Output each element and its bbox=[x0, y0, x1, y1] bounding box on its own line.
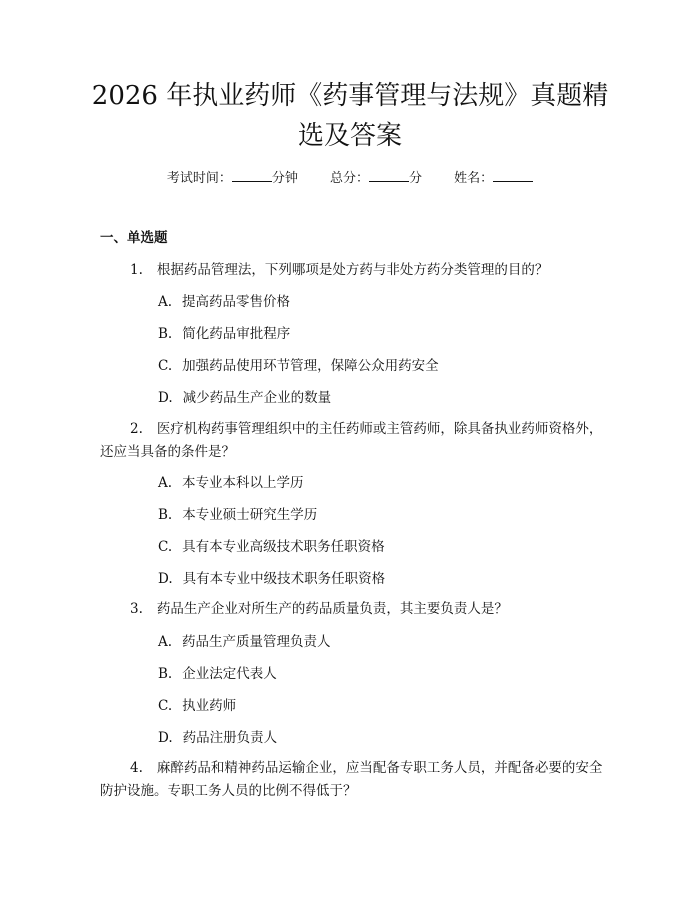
question-text: 麻醉药品和精神药品运输企业，应当配备专职工务人员，并配备必要的安全防护设施。专职工务人员的比例不得低于？ bbox=[100, 760, 603, 799]
question-2 bbox=[100, 418, 605, 464]
question-text: 医疗机构药事管理组织中的主任药师或主管药师，除具备执业药师资格外，还应当具备的条件是？ bbox=[100, 421, 603, 460]
name-label: 姓名： bbox=[454, 171, 494, 186]
question-3-option-c bbox=[158, 696, 236, 716]
question-1-option-a bbox=[158, 292, 290, 312]
question-2-option-a bbox=[158, 473, 304, 493]
title-line-1: 2026 年执业药师《药事管理与法规》真题精 bbox=[91, 81, 609, 111]
option-letter: C. bbox=[158, 698, 173, 714]
exam-time-blank bbox=[232, 169, 272, 182]
question-number: 4. bbox=[130, 760, 143, 776]
question-1-option-c bbox=[158, 356, 439, 376]
question-text: 根据药品管理法，下列哪项是处方药与非处方药分类管理的目的？ bbox=[156, 262, 549, 278]
exam-time-label: 考试时间： bbox=[166, 171, 232, 186]
question-4 bbox=[100, 757, 605, 803]
option-letter: C. bbox=[158, 358, 173, 374]
question-3 bbox=[100, 598, 605, 621]
name-blank bbox=[493, 169, 533, 182]
option-text: 加强药品使用环节管理，保障公众用药安全 bbox=[182, 358, 439, 374]
title-line-2: 选及答案 bbox=[297, 121, 402, 151]
option-letter: A. bbox=[158, 475, 173, 491]
question-text: 药品生产企业对所生产的药品质量负责，其主要负责人是？ bbox=[156, 601, 508, 617]
section-title: 一、单选题 bbox=[100, 230, 168, 246]
option-text: 本专业硕士研究生学历 bbox=[182, 507, 318, 523]
option-letter: A. bbox=[158, 634, 173, 650]
question-3-option-d bbox=[158, 728, 277, 748]
score-blank bbox=[369, 169, 409, 182]
question-3-option-b bbox=[158, 664, 277, 684]
option-text: 具有本专业高级技术职务任职资格 bbox=[182, 539, 385, 555]
option-letter: D. bbox=[158, 730, 173, 746]
question-2-option-c bbox=[158, 537, 385, 557]
exam-time bbox=[167, 169, 298, 188]
option-text: 减少药品生产企业的数量 bbox=[182, 390, 332, 406]
option-letter: A. bbox=[158, 294, 173, 310]
option-text: 本专业本科以上学历 bbox=[182, 475, 304, 491]
question-number: 1. bbox=[130, 262, 143, 278]
option-letter: D. bbox=[158, 390, 173, 406]
option-letter: D. bbox=[158, 571, 173, 587]
student-name bbox=[454, 169, 533, 188]
option-letter: B. bbox=[158, 326, 173, 342]
option-letter: C. bbox=[158, 539, 173, 555]
option-text: 药品注册负责人 bbox=[182, 730, 278, 746]
score-label: 总分： bbox=[329, 171, 369, 186]
question-2-option-d bbox=[158, 569, 385, 589]
score-unit: 分 bbox=[409, 171, 423, 186]
option-letter: B. bbox=[158, 666, 173, 682]
question-1 bbox=[100, 259, 605, 282]
question-number: 2. bbox=[130, 421, 143, 437]
question-3-option-a bbox=[158, 632, 331, 652]
exam-meta bbox=[0, 169, 700, 188]
question-1-option-d bbox=[158, 388, 331, 408]
option-letter: B. bbox=[158, 507, 173, 523]
option-text: 提高药品零售价格 bbox=[182, 294, 291, 310]
question-1-option-b bbox=[158, 324, 290, 344]
option-text: 具有本专业中级技术职务任职资格 bbox=[182, 571, 386, 587]
document-title bbox=[70, 76, 630, 156]
question-2-option-b bbox=[158, 505, 317, 525]
option-text: 企业法定代表人 bbox=[182, 666, 277, 682]
exam-time-unit: 分钟 bbox=[271, 171, 298, 186]
option-text: 执业药师 bbox=[182, 698, 237, 714]
option-text: 药品生产质量管理负责人 bbox=[182, 634, 331, 650]
option-text: 简化药品审批程序 bbox=[182, 326, 291, 342]
question-number: 3. bbox=[130, 601, 143, 617]
total-score bbox=[330, 169, 422, 188]
